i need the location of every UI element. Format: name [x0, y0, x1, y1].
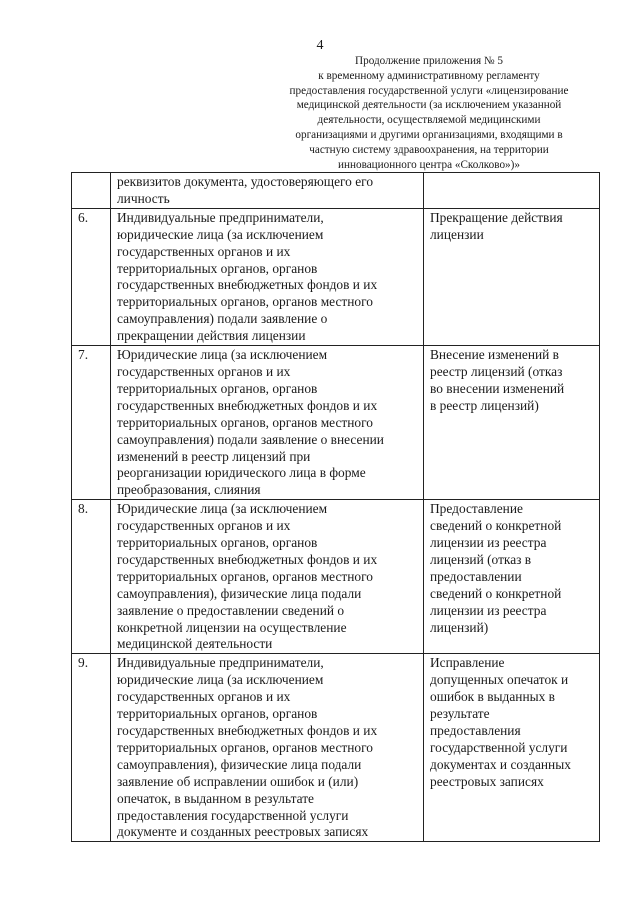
case-description — [111, 173, 424, 209]
description-line: самоуправления), физические лица подали — [117, 585, 362, 601]
result-line: лицензии из реестра — [430, 535, 547, 551]
result-line: реестр лицензий (отказ — [430, 363, 563, 379]
description-line: территориальных органов, органов — [117, 535, 318, 551]
table-row — [72, 346, 600, 500]
row-number: 8. — [72, 500, 111, 654]
result-line: допущенных опечаток и — [430, 672, 569, 688]
description-line: самоуправления) подали заявление о — [117, 311, 328, 327]
case-description — [111, 500, 424, 654]
description-line: Юридические лица (за исключением — [117, 347, 328, 363]
description-line: территориальных органов, органов местного — [117, 294, 373, 310]
description-line: предоставления государственной услуги — [117, 807, 349, 823]
header-line: инновационного центра «Сколково»)» — [338, 158, 520, 171]
description-line: государственных внебюджетных фондов и их — [117, 723, 378, 738]
description-line: преобразования, слияния — [117, 482, 261, 498]
result-line: Исправление — [430, 655, 505, 671]
result-line: сведений о конкретной — [430, 518, 562, 534]
case-result — [424, 208, 600, 345]
result-line: сведений о конкретной — [430, 585, 562, 601]
row-number: 9. — [72, 654, 111, 842]
description-line: личность — [117, 190, 170, 206]
description-line: государственных органов и их — [117, 243, 291, 259]
description-line: территориальных органов, органов местного — [117, 414, 373, 430]
header-line: предоставления государственной услуги «лицензирование — [289, 84, 569, 97]
description-line: заявление об исправлении ошибок и (или) — [117, 773, 359, 789]
case-description — [111, 654, 424, 842]
description-line: медицинской деятельности — [117, 636, 273, 652]
description-line: государственных внебюджетных фондов и их — [117, 551, 378, 567]
table-row — [72, 654, 600, 842]
result-line: реестровых записях — [430, 773, 544, 789]
description-line: территориальных органов, органов местного — [117, 568, 373, 584]
result-line: документах и созданных — [430, 756, 571, 772]
description-line: самоуправления), физические лица подали — [117, 756, 362, 772]
case-result — [424, 173, 600, 209]
description-line: прекращении действия лицензии — [117, 328, 306, 344]
description-line: документе и созданных реестровых записях — [117, 824, 369, 840]
description-line: самоуправления) подали заявление о внесении — [117, 431, 384, 447]
description-line: конкретной лицензии на осуществление — [117, 619, 347, 635]
cases-table — [71, 172, 600, 842]
result-line: предоставлении — [430, 568, 522, 584]
table-row — [72, 208, 600, 345]
table-row — [72, 500, 600, 654]
result-line: лицензий (отказ в — [430, 551, 532, 567]
result-line: во внесении изменений — [430, 380, 565, 396]
row-number: 6. — [72, 208, 111, 345]
description-line: государственных органов и их — [117, 363, 291, 379]
description-line: изменений в реестр лицензий при — [117, 448, 311, 464]
result-line: Внесение изменений в — [430, 347, 560, 363]
result-line: предоставления — [430, 723, 521, 738]
header-line: медицинской деятельности (за исключением указанной — [296, 99, 562, 112]
result-line: государственной услуги — [430, 739, 568, 755]
row-number: 7. — [72, 346, 111, 500]
description-line: территориальных органов, органов — [117, 260, 318, 276]
header-line: деятельности, осуществляемой медицинскими — [317, 114, 541, 127]
case-result — [424, 654, 600, 842]
description-line: государственных органов и их — [117, 689, 291, 705]
description-line: государственных органов и их — [117, 518, 291, 534]
result-line: ошибок в выданных в — [430, 689, 555, 705]
description-line: заявление о предоставлении сведений о — [117, 602, 345, 618]
description-line: территориальных органов, органов местного — [117, 739, 373, 755]
case-description — [111, 346, 424, 500]
description-line: Индивидуальные предприниматели, — [117, 655, 324, 671]
header-line: частную систему здравоохранения, на территории — [309, 143, 549, 156]
result-line: результате — [430, 706, 490, 722]
appendix-header — [268, 54, 590, 172]
case-result — [424, 346, 600, 500]
case-result — [424, 500, 600, 654]
description-line: государственных внебюджетных фондов и их — [117, 277, 378, 293]
header-line: Продолжение приложения № 5 — [355, 55, 503, 67]
description-line: опечаток, в выданном в результате — [117, 790, 314, 806]
result-line: лицензий) — [430, 619, 489, 635]
result-line: лицензии — [430, 226, 484, 242]
row-number — [72, 173, 111, 209]
description-line: реквизитов документа, удостоверяющего его — [117, 174, 374, 189]
result-line: лицензии из реестра — [430, 602, 547, 618]
description-line: юридические лица (за исключением — [117, 672, 324, 688]
description-line: реорганизации юридического лица в форме — [117, 465, 366, 481]
page-number: 4 — [316, 38, 324, 53]
description-line: государственных внебюджетных фондов и их — [117, 397, 378, 413]
result-line: Предоставление — [430, 501, 523, 517]
description-line: Индивидуальные предприниматели, — [117, 209, 324, 225]
header-line: организациями и другими организациями, входящими в — [295, 128, 563, 141]
result-line: в реестр лицензий) — [430, 397, 539, 413]
table-row — [72, 173, 600, 209]
description-line: территориальных органов, органов — [117, 380, 318, 396]
description-line: Юридические лица (за исключением — [117, 501, 328, 517]
case-description — [111, 208, 424, 345]
result-line: Прекращение действия — [430, 209, 563, 225]
header-line: к временному административному регламенту — [318, 69, 540, 82]
description-line: юридические лица (за исключением — [117, 226, 324, 242]
description-line: территориальных органов, органов — [117, 706, 318, 722]
